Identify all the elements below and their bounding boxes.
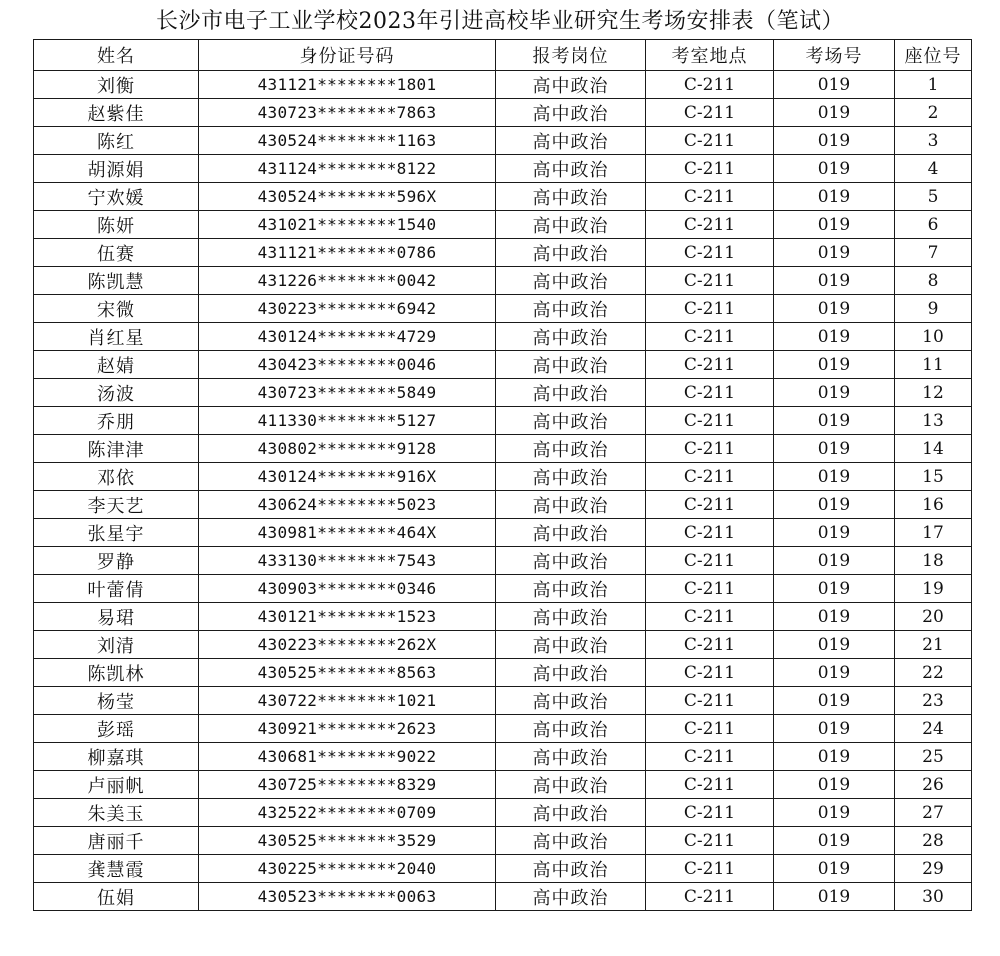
cell-seat-no: 24: [895, 715, 972, 743]
cell-post: 高中政治: [496, 547, 646, 575]
cell-seat-no: 26: [895, 771, 972, 799]
cell-post: 高中政治: [496, 575, 646, 603]
cell-room: C-211: [646, 743, 774, 771]
cell-post: 高中政治: [496, 743, 646, 771]
cell-room: C-211: [646, 435, 774, 463]
cell-id-number: 430223********6942: [199, 295, 496, 323]
cell-id-number: 430423********0046: [199, 351, 496, 379]
table-row: [34, 827, 972, 855]
cell-name: 陈津津: [34, 435, 199, 463]
table-row: [34, 71, 972, 99]
cell-exam-no: 019: [774, 435, 895, 463]
cell-room: C-211: [646, 687, 774, 715]
table-row: [34, 295, 972, 323]
header-row: [34, 40, 972, 71]
cell-seat-no: 28: [895, 827, 972, 855]
cell-exam-no: 019: [774, 827, 895, 855]
cell-name: 宁欢媛: [34, 183, 199, 211]
cell-name: 赵紫佳: [34, 99, 199, 127]
cell-id-number: 430225********2040: [199, 855, 496, 883]
cell-id-number: 431121********1801: [199, 71, 496, 99]
table-row: [34, 435, 972, 463]
cell-seat-no: 1: [895, 71, 972, 99]
cell-name: 龚慧霞: [34, 855, 199, 883]
cell-name: 朱美玉: [34, 799, 199, 827]
cell-seat-no: 25: [895, 743, 972, 771]
cell-seat-no: 9: [895, 295, 972, 323]
cell-room: C-211: [646, 155, 774, 183]
cell-exam-no: 019: [774, 519, 895, 547]
cell-id-number: 411330********5127: [199, 407, 496, 435]
header-room: 考室地点: [646, 40, 774, 71]
table-row: [34, 631, 972, 659]
cell-post: 高中政治: [496, 659, 646, 687]
cell-exam-no: 019: [774, 575, 895, 603]
cell-room: C-211: [646, 631, 774, 659]
cell-exam-no: 019: [774, 883, 895, 911]
cell-room: C-211: [646, 603, 774, 631]
cell-post: 高中政治: [496, 379, 646, 407]
cell-post: 高中政治: [496, 407, 646, 435]
cell-exam-no: 019: [774, 771, 895, 799]
cell-post: 高中政治: [496, 827, 646, 855]
table-row: [34, 519, 972, 547]
cell-exam-no: 019: [774, 239, 895, 267]
cell-post: 高中政治: [496, 127, 646, 155]
cell-name: 刘清: [34, 631, 199, 659]
table-row: [34, 603, 972, 631]
cell-id-number: 433130********7543: [199, 547, 496, 575]
cell-name: 彭瑶: [34, 715, 199, 743]
cell-seat-no: 7: [895, 239, 972, 267]
cell-exam-no: 019: [774, 603, 895, 631]
cell-id-number: 430921********2623: [199, 715, 496, 743]
cell-id-number: 430624********5023: [199, 491, 496, 519]
table-row: [34, 379, 972, 407]
cell-room: C-211: [646, 99, 774, 127]
cell-name: 柳嘉琪: [34, 743, 199, 771]
cell-post: 高中政治: [496, 519, 646, 547]
cell-room: C-211: [646, 659, 774, 687]
cell-room: C-211: [646, 715, 774, 743]
cell-name: 肖红星: [34, 323, 199, 351]
cell-id-number: 430223********262X: [199, 631, 496, 659]
cell-exam-no: 019: [774, 659, 895, 687]
header-post: 报考岗位: [496, 40, 646, 71]
cell-seat-no: 27: [895, 799, 972, 827]
cell-room: C-211: [646, 71, 774, 99]
cell-post: 高中政治: [496, 715, 646, 743]
table-row: [34, 687, 972, 715]
cell-id-number: 430681********9022: [199, 743, 496, 771]
cell-exam-no: 019: [774, 463, 895, 491]
cell-exam-no: 019: [774, 323, 895, 351]
cell-room: C-211: [646, 827, 774, 855]
cell-name: 胡源娟: [34, 155, 199, 183]
cell-room: C-211: [646, 211, 774, 239]
cell-exam-no: 019: [774, 351, 895, 379]
cell-seat-no: 19: [895, 575, 972, 603]
table-row: [34, 547, 972, 575]
cell-name: 叶蕾倩: [34, 575, 199, 603]
cell-name: 伍赛: [34, 239, 199, 267]
cell-id-number: 431226********0042: [199, 267, 496, 295]
table-row: [34, 323, 972, 351]
cell-seat-no: 18: [895, 547, 972, 575]
cell-name: 杨莹: [34, 687, 199, 715]
table-row: [34, 463, 972, 491]
cell-post: 高中政治: [496, 183, 646, 211]
cell-post: 高中政治: [496, 155, 646, 183]
cell-exam-no: 019: [774, 71, 895, 99]
cell-post: 高中政治: [496, 631, 646, 659]
cell-post: 高中政治: [496, 463, 646, 491]
cell-exam-no: 019: [774, 799, 895, 827]
cell-id-number: 430903********0346: [199, 575, 496, 603]
cell-room: C-211: [646, 267, 774, 295]
cell-post: 高中政治: [496, 883, 646, 911]
cell-post: 高中政治: [496, 687, 646, 715]
table-row: [34, 855, 972, 883]
table-row: [34, 127, 972, 155]
cell-post: 高中政治: [496, 99, 646, 127]
table-row: [34, 183, 972, 211]
cell-id-number: 430121********1523: [199, 603, 496, 631]
cell-post: 高中政治: [496, 799, 646, 827]
cell-seat-no: 6: [895, 211, 972, 239]
cell-name: 乔朋: [34, 407, 199, 435]
cell-seat-no: 30: [895, 883, 972, 911]
cell-post: 高中政治: [496, 491, 646, 519]
cell-name: 陈红: [34, 127, 199, 155]
cell-seat-no: 29: [895, 855, 972, 883]
cell-post: 高中政治: [496, 855, 646, 883]
cell-exam-no: 019: [774, 407, 895, 435]
cell-room: C-211: [646, 575, 774, 603]
table-row: [34, 211, 972, 239]
cell-exam-no: 019: [774, 631, 895, 659]
cell-room: C-211: [646, 127, 774, 155]
cell-post: 高中政治: [496, 267, 646, 295]
cell-name: 宋微: [34, 295, 199, 323]
cell-exam-no: 019: [774, 295, 895, 323]
table-row: [34, 351, 972, 379]
cell-name: 刘衡: [34, 71, 199, 99]
cell-name: 罗静: [34, 547, 199, 575]
cell-id-number: 430725********8329: [199, 771, 496, 799]
cell-post: 高中政治: [496, 71, 646, 99]
table-row: [34, 575, 972, 603]
cell-exam-no: 019: [774, 855, 895, 883]
cell-name: 张星宇: [34, 519, 199, 547]
cell-seat-no: 12: [895, 379, 972, 407]
cell-room: C-211: [646, 183, 774, 211]
cell-seat-no: 20: [895, 603, 972, 631]
cell-post: 高中政治: [496, 295, 646, 323]
cell-seat-no: 14: [895, 435, 972, 463]
cell-seat-no: 2: [895, 99, 972, 127]
cell-seat-no: 22: [895, 659, 972, 687]
table-row: [34, 771, 972, 799]
cell-name: 邓依: [34, 463, 199, 491]
cell-room: C-211: [646, 379, 774, 407]
table-row: [34, 659, 972, 687]
cell-room: C-211: [646, 883, 774, 911]
cell-post: 高中政治: [496, 239, 646, 267]
cell-seat-no: 3: [895, 127, 972, 155]
cell-post: 高中政治: [496, 435, 646, 463]
header-seat-no: 座位号: [895, 40, 972, 71]
cell-id-number: 432522********0709: [199, 799, 496, 827]
cell-post: 高中政治: [496, 211, 646, 239]
cell-exam-no: 019: [774, 379, 895, 407]
cell-seat-no: 23: [895, 687, 972, 715]
cell-post: 高中政治: [496, 603, 646, 631]
table-row: [34, 239, 972, 267]
cell-id-number: 430723********5849: [199, 379, 496, 407]
cell-id-number: 431124********8122: [199, 155, 496, 183]
cell-name: 李天艺: [34, 491, 199, 519]
cell-name: 陈凯林: [34, 659, 199, 687]
cell-name: 唐丽千: [34, 827, 199, 855]
cell-name: 陈妍: [34, 211, 199, 239]
cell-exam-no: 019: [774, 743, 895, 771]
cell-post: 高中政治: [496, 323, 646, 351]
cell-room: C-211: [646, 351, 774, 379]
table-row: [34, 491, 972, 519]
cell-exam-no: 019: [774, 211, 895, 239]
cell-name: 赵婧: [34, 351, 199, 379]
cell-room: C-211: [646, 855, 774, 883]
cell-id-number: 430525********8563: [199, 659, 496, 687]
table-row: [34, 799, 972, 827]
cell-exam-no: 019: [774, 715, 895, 743]
cell-id-number: 430124********4729: [199, 323, 496, 351]
cell-seat-no: 16: [895, 491, 972, 519]
cell-seat-no: 10: [895, 323, 972, 351]
header-name: 姓名: [34, 40, 199, 71]
cell-seat-no: 11: [895, 351, 972, 379]
cell-name: 易珺: [34, 603, 199, 631]
cell-seat-no: 13: [895, 407, 972, 435]
cell-room: C-211: [646, 463, 774, 491]
table-header: [34, 40, 972, 71]
cell-id-number: 430124********916X: [199, 463, 496, 491]
cell-name: 伍娟: [34, 883, 199, 911]
cell-exam-no: 019: [774, 267, 895, 295]
cell-id-number: 430523********0063: [199, 883, 496, 911]
cell-exam-no: 019: [774, 127, 895, 155]
cell-seat-no: 8: [895, 267, 972, 295]
cell-name: 汤波: [34, 379, 199, 407]
cell-seat-no: 21: [895, 631, 972, 659]
table-row: [34, 267, 972, 295]
cell-seat-no: 15: [895, 463, 972, 491]
page-title: 长沙市电子工业学校2023年引进高校毕业研究生考场安排表（笔试）: [156, 9, 844, 34]
exam-seat-table: [33, 39, 972, 911]
cell-room: C-211: [646, 407, 774, 435]
cell-room: C-211: [646, 295, 774, 323]
cell-room: C-211: [646, 547, 774, 575]
header-exam-no: 考场号: [774, 40, 895, 71]
cell-id-number: 431121********0786: [199, 239, 496, 267]
cell-name: 陈凯慧: [34, 267, 199, 295]
table-row: [34, 743, 972, 771]
table-row: [34, 99, 972, 127]
cell-id-number: 430723********7863: [199, 99, 496, 127]
cell-exam-no: 019: [774, 547, 895, 575]
cell-seat-no: 17: [895, 519, 972, 547]
cell-room: C-211: [646, 323, 774, 351]
cell-id-number: 430802********9128: [199, 435, 496, 463]
cell-room: C-211: [646, 771, 774, 799]
cell-exam-no: 019: [774, 155, 895, 183]
cell-name: 卢丽帆: [34, 771, 199, 799]
cell-id-number: 430524********596X: [199, 183, 496, 211]
cell-id-number: 431021********1540: [199, 211, 496, 239]
cell-id-number: 430524********1163: [199, 127, 496, 155]
cell-seat-no: 4: [895, 155, 972, 183]
cell-room: C-211: [646, 519, 774, 547]
cell-seat-no: 5: [895, 183, 972, 211]
cell-id-number: 430722********1021: [199, 687, 496, 715]
table-row: [34, 715, 972, 743]
cell-post: 高中政治: [496, 771, 646, 799]
table-body: [34, 71, 972, 911]
cell-exam-no: 019: [774, 491, 895, 519]
table-row: [34, 155, 972, 183]
cell-id-number: 430981********464X: [199, 519, 496, 547]
cell-post: 高中政治: [496, 351, 646, 379]
cell-id-number: 430525********3529: [199, 827, 496, 855]
cell-room: C-211: [646, 239, 774, 267]
table-row: [34, 407, 972, 435]
cell-exam-no: 019: [774, 687, 895, 715]
table-row: [34, 883, 972, 911]
cell-room: C-211: [646, 491, 774, 519]
cell-room: C-211: [646, 799, 774, 827]
cell-exam-no: 019: [774, 99, 895, 127]
cell-exam-no: 019: [774, 183, 895, 211]
header-id-number: 身份证号码: [199, 40, 496, 71]
